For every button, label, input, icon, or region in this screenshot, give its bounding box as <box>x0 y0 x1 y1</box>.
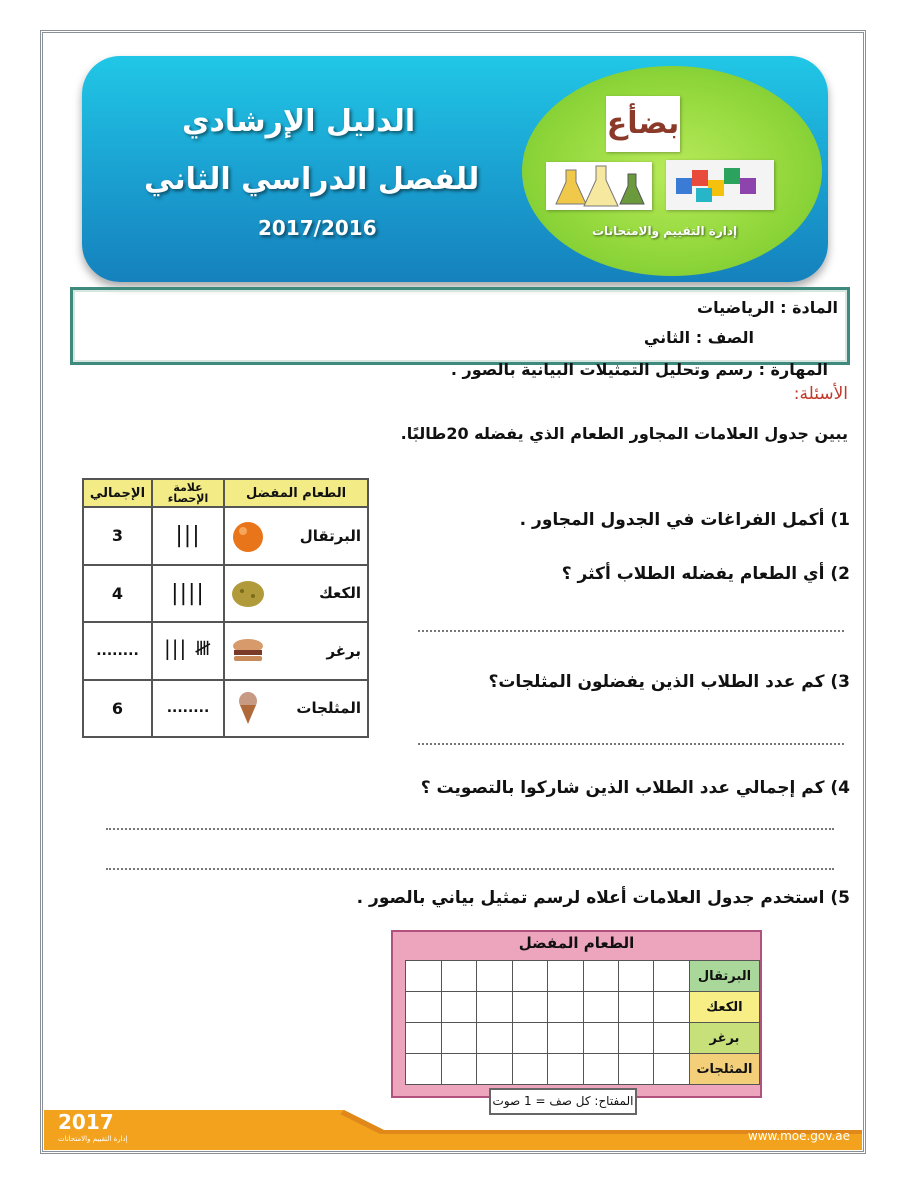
header-title-line1: الدليل الإرشادي <box>182 104 416 139</box>
answer-line-4b[interactable] <box>106 868 834 870</box>
math-blocks-icon <box>666 160 774 210</box>
graph-key: المفتاح: كل صف = 1 صوت <box>489 1088 637 1115</box>
graph-row-label: برغر <box>689 1023 759 1054</box>
orange-icon <box>231 519 265 553</box>
tally-table <box>82 478 369 738</box>
graph-row-label: البرتقال <box>689 961 759 992</box>
graph-grid <box>405 960 760 1085</box>
graph-title: الطعام المفضل <box>518 934 635 952</box>
blocks-drawing <box>666 160 774 210</box>
cookie-icon <box>231 576 265 610</box>
answer-line-4a[interactable] <box>106 828 834 830</box>
question-1: 1) أكمل الفراغات في الجدول المجاور . <box>519 510 850 530</box>
tally-mark[interactable]: ........ <box>152 680 224 738</box>
burger-icon <box>231 634 265 668</box>
footer-url[interactable]: www.moe.gov.ae <box>747 1129 850 1143</box>
food-name: المثلجات <box>296 699 361 718</box>
graph-row <box>406 961 760 992</box>
table-row <box>83 565 368 623</box>
subject-label: المادة : الرياضيات <box>697 298 838 317</box>
header-food: الطعام المفضل <box>224 479 368 507</box>
total-value: 4 <box>83 565 152 623</box>
graph-row <box>406 992 760 1023</box>
tally-mark: ||| <box>152 507 224 565</box>
picture-graph <box>391 930 762 1098</box>
question-5: 5) استخدم جدول العلامات أعلاه لرسم تمثيل بياني بالصور . <box>356 888 850 908</box>
table-row <box>83 622 368 680</box>
logo-text: بضأع <box>606 106 680 141</box>
graph-row <box>406 1023 760 1054</box>
question-3: 3) كم عدد الطلاب الذين يفضلون المثلجات؟ <box>488 672 850 692</box>
answer-line-2[interactable] <box>418 630 844 632</box>
header-title-line2: للفصل الدراسي الثاني <box>144 162 480 197</box>
answer-line-3[interactable] <box>418 743 844 745</box>
tally-mark: |||| <box>152 565 224 623</box>
food-name: البرتقال <box>299 526 361 545</box>
table-row <box>83 680 368 738</box>
header-year: 2017/2016 <box>258 216 377 240</box>
flasks-drawing <box>546 162 652 210</box>
logo-badge <box>606 96 680 152</box>
table-row <box>83 507 368 565</box>
graph-row <box>406 1054 760 1085</box>
food-name: الكعك <box>319 584 361 603</box>
total-value[interactable]: ........ <box>83 622 152 680</box>
lab-flasks-icon <box>546 162 652 210</box>
food-name: برغر <box>326 641 361 660</box>
grade-label: الصف : الثاني <box>643 328 754 347</box>
header-tally: علامة الإحصاء <box>152 479 224 507</box>
tally-mark: 𝍸 ||| <box>152 622 224 680</box>
graph-row-label: الكعك <box>689 992 759 1023</box>
footer-year: 2017 <box>58 1110 114 1134</box>
header-total: الإجمالي <box>83 479 152 507</box>
intro-text: يبين جدول العلامات المجاور الطعام الذي يفضله 20طالبًا. <box>400 424 848 443</box>
question-4: 4) كم إجمالي عدد الطلاب الذين شاركوا بالتصويت ؟ <box>420 778 850 798</box>
tally-header-row <box>83 479 368 507</box>
icecream-icon <box>231 691 265 725</box>
total-value: 6 <box>83 680 152 738</box>
footer-dept: إدارة التقييم والامتحانات <box>58 1135 128 1143</box>
skill-label: المهارة : رسم وتحليل التمثيلات البيانية بالصور . <box>450 360 828 379</box>
questions-heading: الأسئلة: <box>793 384 848 404</box>
header-banner <box>82 56 828 282</box>
graph-row-label: المثلجات <box>689 1054 759 1085</box>
footer-bar <box>44 1110 862 1150</box>
total-value: 3 <box>83 507 152 565</box>
header-dept: إدارة التقييم والامتحانات <box>592 224 738 238</box>
question-2: 2) أي الطعام يفضله الطلاب أكثر ؟ <box>561 564 850 584</box>
